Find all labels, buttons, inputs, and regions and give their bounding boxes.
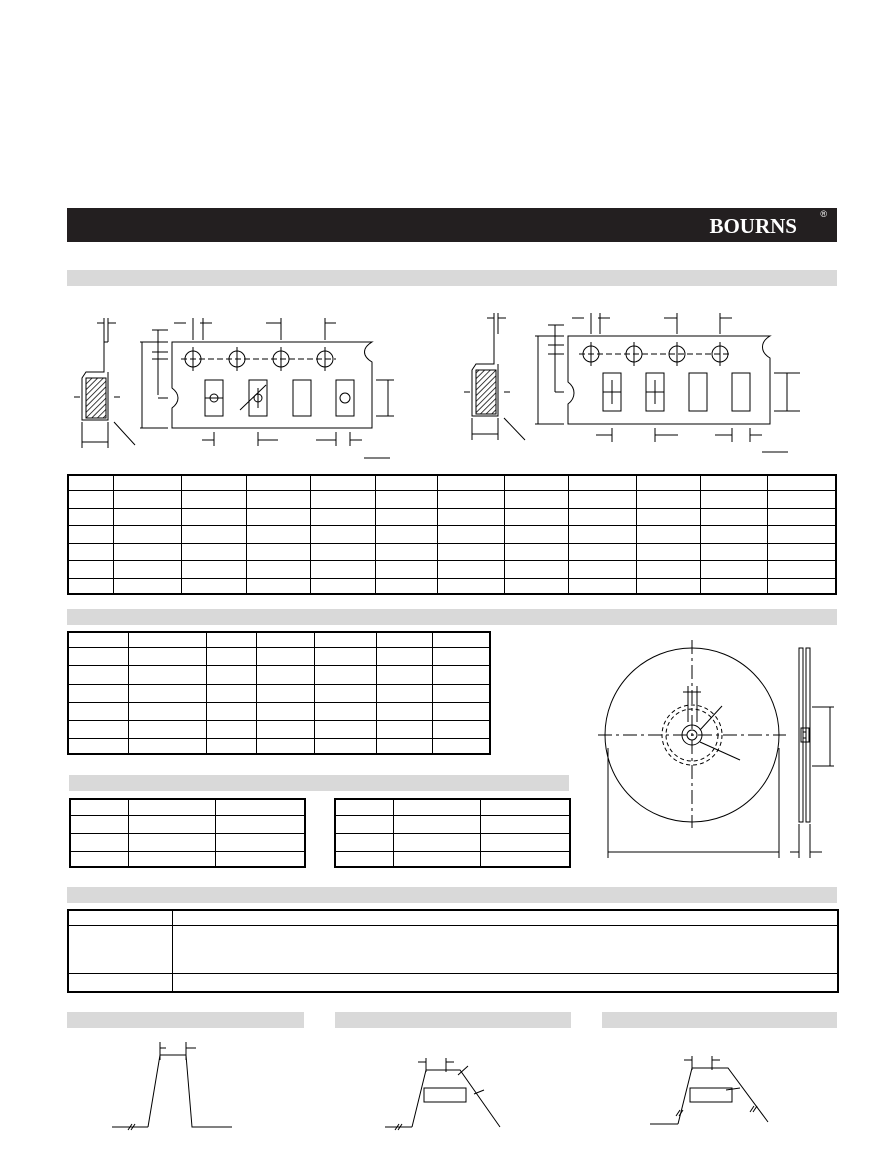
brand-logo: BOURNS bbox=[709, 214, 797, 238]
registered-mark: ® bbox=[820, 209, 827, 219]
